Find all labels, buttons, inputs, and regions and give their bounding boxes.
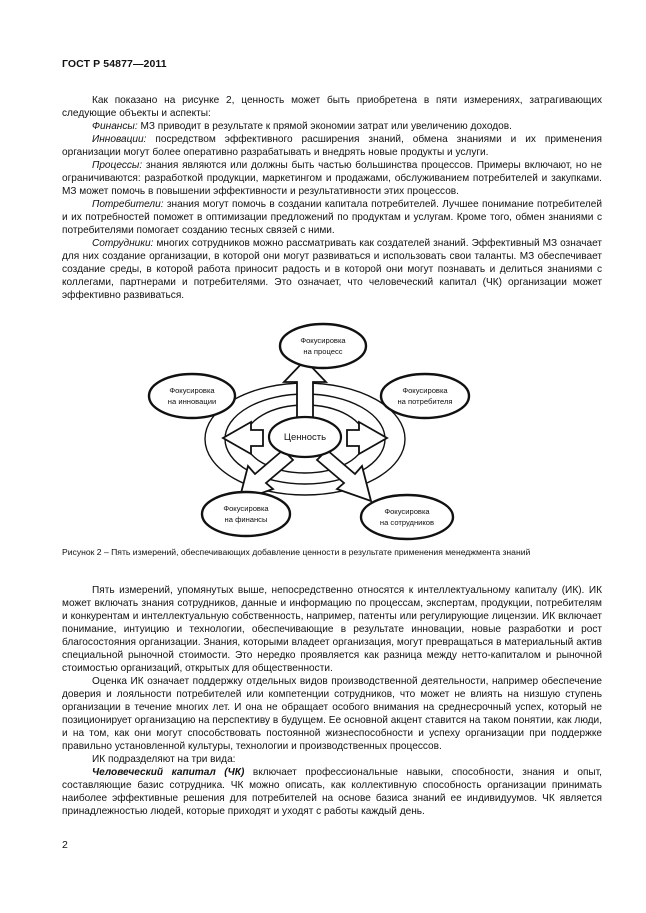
node-innovation-line2: на инновации: [167, 397, 217, 406]
term-staff: Сотрудники:: [92, 238, 154, 249]
text-innovation: посредством эффективного расширения знаний, обмена знаниями и их применения организации могут более оперативно разрабатывать и внедрять новые продукты и услуги.: [62, 134, 602, 158]
term-consumer: Потребители:: [92, 199, 164, 210]
paragraph-ic-assessment: Оценка ИК означает поддержку отдельных видов производственной деятельности, например обеспечение доверия и лояльности потребителей или компетенции сотрудников, что может не влиять на низшую ступень организации в течение многих лет. И она не обращает особого внимания на среднесрочный успех, который не позиционирует организацию на перспективу в будущем. Ее основной акцент ставится на таком понятии, как люди, и на том, как они могут способствовать постоянной жизнеспособности и успеху организации при поддержке правильно установленной культуры, технологии и производственных процессов.: [62, 676, 602, 752]
node-innovation-line1: Фокусировка: [169, 386, 215, 395]
arrow-right: [347, 422, 387, 454]
page-number: 2: [62, 839, 68, 851]
node-finance-line2: на финансы: [224, 515, 268, 524]
node-innovation: [149, 374, 235, 418]
text-consumer: знания могут помочь в создании капитала потребителей. Лучшее понимание потребителей и их потребностей поможет в оптимизации предложений по продуктам и услугам. Кроме того, обмен знаниями с потребителями помогает созданию тесных связей с ними.: [62, 199, 602, 236]
node-finance: [202, 492, 290, 536]
document-header: ГОСТ Р 54877—2011: [62, 58, 167, 70]
node-staff-line1: Фокусировка: [384, 507, 430, 516]
term-finance: Финансы:: [92, 121, 138, 132]
node-consumer-line2: на потребителя: [397, 397, 453, 406]
node-staff: [361, 495, 453, 539]
text-human-capital: включает профессиональные навыки, способности, знания и опыт, составляющие базис сотрудника. ЧК можно описать, как коллективную способность организации принимать наиболее эффективные решения для потребителей на основе базиса знаний ее индивидуумов. ЧК является принадлежностью людей, которые приходят и уходят с работы каждый день.: [62, 767, 602, 817]
node-consumer: [381, 374, 469, 418]
dimension-staff: [62, 237, 602, 302]
paragraph-ic-types: ИК подразделяют на три вида:: [92, 754, 236, 765]
paragraph-human-capital: [62, 766, 602, 818]
node-finance-line1: Фокусировка: [223, 504, 269, 513]
text-finance: МЗ приводит в результате к прямой экономии затрат или увеличению доходов.: [137, 121, 512, 132]
arrow-up: [284, 360, 326, 422]
node-consumer-line1: Фокусировка: [402, 386, 448, 395]
center-node: [269, 417, 341, 457]
intro-lead: Как показано на рисунке 2, ценность может быть приобретена в пяти измерениях, затрагивающих следующие объекты и аспекты:: [62, 95, 602, 119]
node-process-line2: на процесс: [303, 347, 343, 356]
term-human-capital: Человеческий капитал (ЧК): [92, 767, 245, 778]
node-process-line1: Фокусировка: [300, 336, 346, 345]
paragraph-ic-dimensions: Пять измерений, упомянутых выше, непосредственно относятся к интеллектуальному капиталу (ИК). ИК может включать знания сотрудников, данные и информацию по процессам, экспертам, продукции, потребителям и конкурентам и интеллектуальную собственность, например, патенты или регулирующие лицензии. ИК включает понимание, интуицию и технологии, обеспечивающие в результате инновации, новые разработки и рост благосостояния организации. Знания, которыми владеет организация, могут превращаться в материальный актив специальной рыночной стоимости. Это нередко проявляется как разница между нетто-капиталом и рыночной стоимостью организаций, открытых для общественности.: [62, 585, 602, 674]
dimension-consumer: [62, 198, 602, 237]
text-staff: многих сотрудников можно рассматривать как создателей знаний. Эффективный МЗ означает для них создание организации, в которой они могут развиваться и использовать свои таланты. МЗ обеспечивает создание среды, в которой работа приносит радость и в которой они могут познавать и делиться знаниями с коллегами, партнерами и потребителями. Это означает, что человеческий капитал (ЧК) организации может эффективно развиваться.: [62, 238, 602, 301]
node-process: [280, 324, 366, 368]
term-innovation: Инновации:: [92, 134, 147, 145]
dimension-process: [62, 159, 602, 198]
text-process: знания являются или должны быть частью большинства процессов. Примеры включают, но не ограничиваются: разработкой продукции, маркетингом и продажами, обслуживанием потребителей и закупками. МЗ может помочь в повышении эффективности и результативности этих процессов.: [62, 160, 602, 197]
value-diagram: [135, 318, 475, 542]
body-section: [62, 584, 602, 818]
dimension-finance: [62, 120, 602, 133]
intro-section: [62, 94, 602, 302]
arrow-left: [223, 422, 263, 454]
dimension-innovation: [62, 133, 602, 159]
term-process: Процессы:: [92, 160, 143, 171]
figure-caption: Рисунок 2 – Пять измерений, обеспечивающих добавление ценности в результате применения менеджмента знаний: [62, 547, 531, 557]
node-staff-line2: на сотрудников: [379, 518, 435, 527]
center-label: Ценность: [283, 432, 327, 443]
